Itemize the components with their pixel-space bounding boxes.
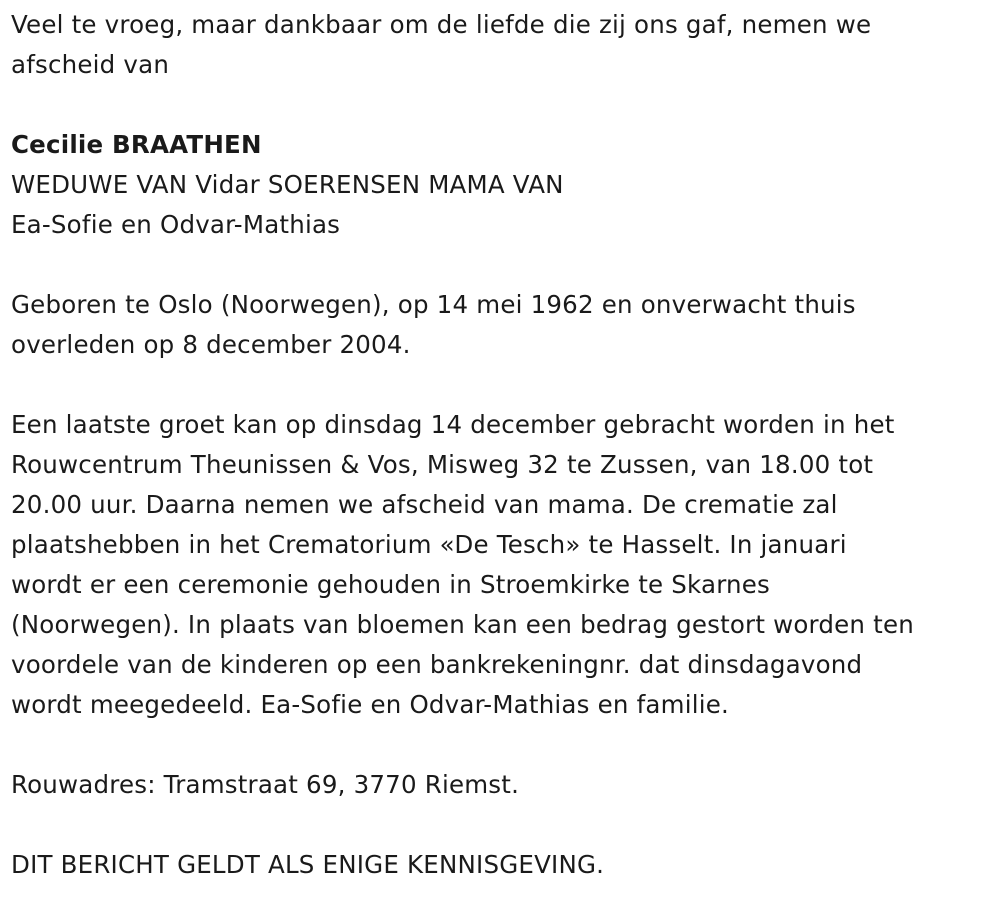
death-notice xyxy=(11,5,996,885)
text-line: Rouwcentrum Theunissen & Vos, Misweg 32 te Zussen, van 18.00 tot xyxy=(11,450,874,479)
spacer xyxy=(11,365,996,405)
spacer xyxy=(11,85,996,125)
text-line: (Noorwegen). In plaats van bloemen kan een bedrag gestort worden ten xyxy=(11,610,914,639)
details-paragraph xyxy=(11,405,996,725)
text-line: 20.00 uur. Daarna nemen we afscheid van mama. De crematie zal xyxy=(11,490,838,519)
text-line: WEDUWE VAN Vidar SOERENSEN MAMA VAN xyxy=(11,170,564,199)
intro-paragraph xyxy=(11,5,996,85)
birth-paragraph xyxy=(11,285,996,365)
text-line: plaatshebben in het Crematorium «De Tesch» te Hasselt. In januari xyxy=(11,530,847,559)
text-line: wordt meegedeeld. Ea-Sofie en Odvar-Mathias en familie. xyxy=(11,690,729,719)
deceased-name: Cecilie BRAATHEN xyxy=(11,130,262,159)
text-line: voordele van de kinderen op een bankrekeningnr. dat dinsdagavond xyxy=(11,650,863,679)
spacer xyxy=(11,725,996,765)
text-line: wordt er een ceremonie gehouden in Stroemkirke te Skarnes xyxy=(11,570,771,599)
spacer xyxy=(11,805,996,845)
notice-statement: DIT BERICHT GELDT ALS ENIGE KENNISGEVING. xyxy=(11,850,605,879)
text-line: Een laatste groet kan op dinsdag 14 december gebracht worden in het xyxy=(11,410,895,439)
text-line: Ea-Sofie en Odvar-Mathias xyxy=(11,210,341,239)
text-line: overleden op 8 december 2004. xyxy=(11,330,411,359)
relation-paragraph xyxy=(11,165,996,245)
mourning-address: Rouwadres: Tramstraat 69, 3770 Riemst. xyxy=(11,770,520,799)
spacer xyxy=(11,245,996,285)
text-line: afscheid van xyxy=(11,50,170,79)
text-line: Geboren te Oslo (Noorwegen), op 14 mei 1962 en onverwacht thuis xyxy=(11,290,856,319)
text-line: Veel te vroeg, maar dankbaar om de liefde die zij ons gaf, nemen we xyxy=(11,10,872,39)
